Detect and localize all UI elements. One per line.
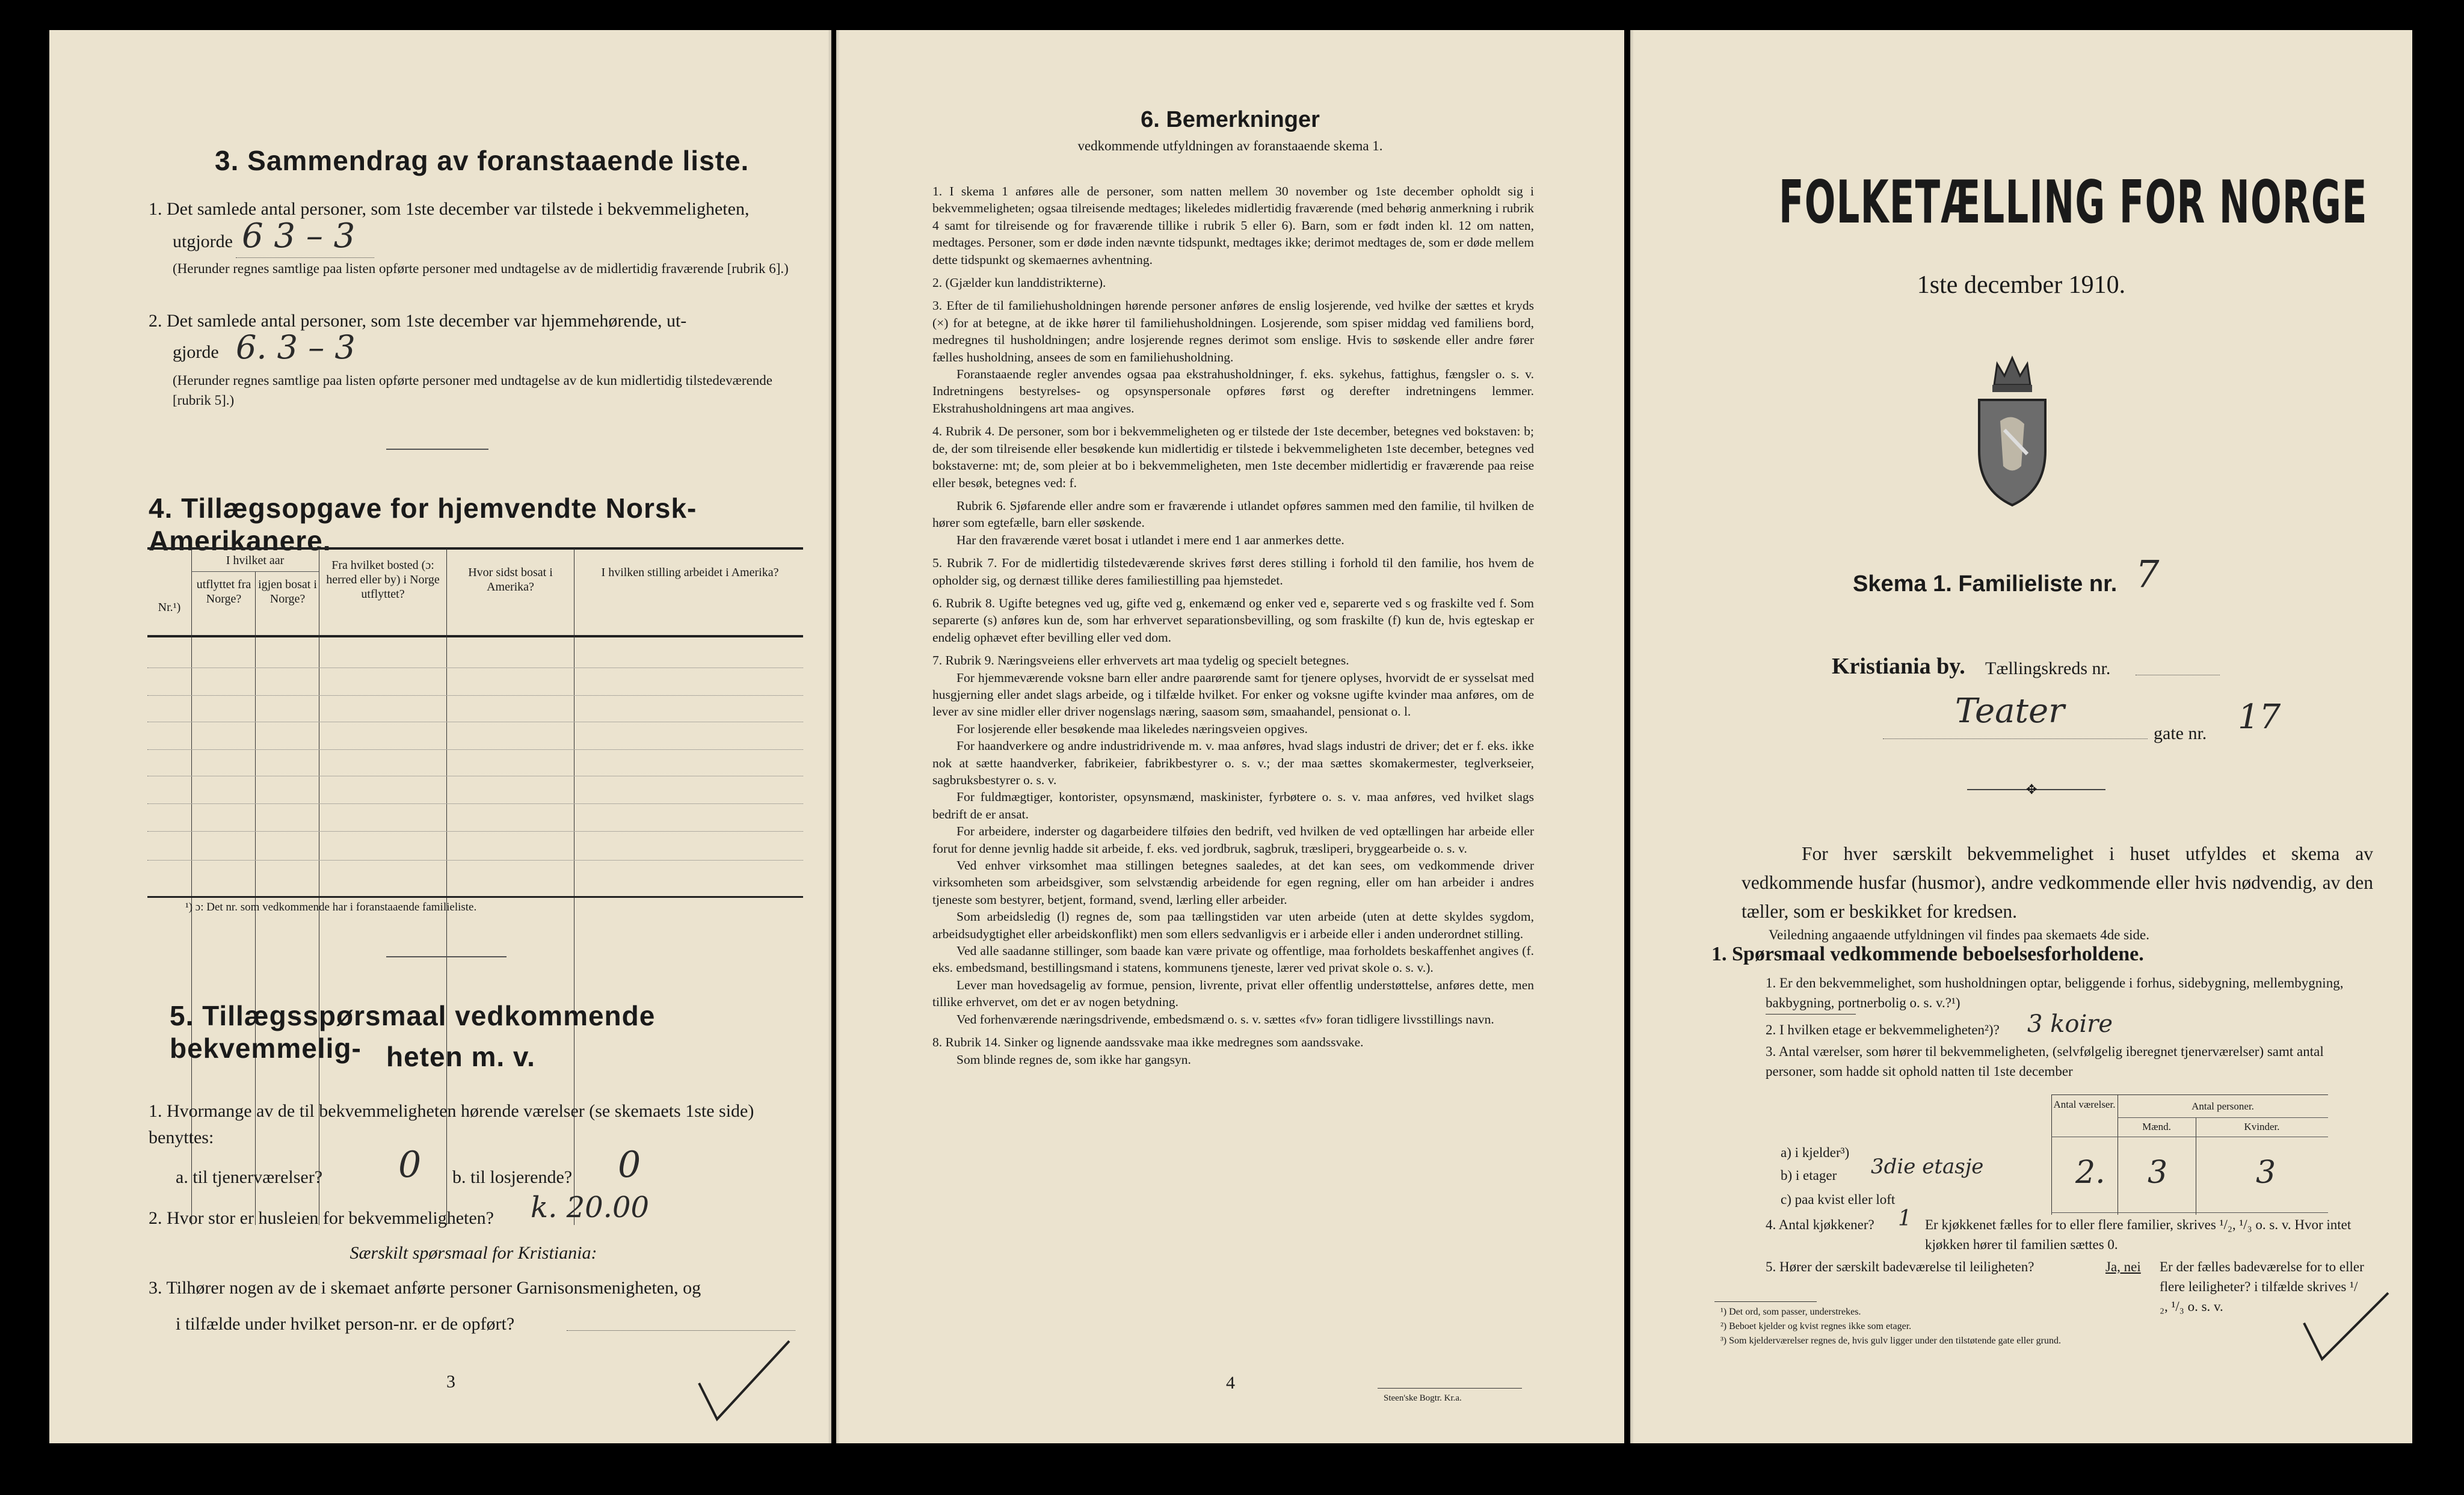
row-etager-maend: 3 <box>2148 1155 2168 1191</box>
footnote-1: ¹) Det ord, som passer, understrekes. <box>1720 1307 1861 1317</box>
item-4: 4. Rubrik 4. De personer, som bor i bekvemmeligheten og er tilstede der 1ste december, betegnes ved bokstaven: b; de, der som tilreisende eller besøkende kun midlertidig er tilstede i bekvemmeligheten 1ste december, betegnes ved bokstaverne: mt; de, som pleier at bo i bekvemmeligheten, men 1ste december midlertidig er fraværende paa reise eller besøk, betegnes ved: f. <box>932 424 1534 490</box>
page-right <box>1630 30 2412 1443</box>
item-8: 8. Rubrik 14. Sinker og lignende aandssvake maa ikke medregnes som aandssvake. <box>932 1035 1364 1050</box>
row-etager-vaerelser: 2. <box>2075 1155 2105 1191</box>
col-igjen-bosat: igjen bosat i Norge? <box>258 578 317 606</box>
row-kvist: c) paa kvist eller loft <box>1781 1192 1896 1207</box>
col-fra-bosted: Fra hvilket bosted (ɔ: herred eller by) i Norge utflyttet? <box>326 559 440 601</box>
q4-text: 4. Antal kjøkkener? <box>1766 1217 1874 1232</box>
col-stilling: I hvilken stilling arbeidet i Amerika? <box>601 566 779 579</box>
col-hvor-bosat: Hvor sidst bosat i Amerika? <box>468 566 553 594</box>
questions-title: 1. Spørsmaal vedkommende beboelsesforholdene. <box>1711 943 2144 965</box>
item-7h: Som arbeidsledig (l) regnes de, som paa tællingstiden var uten arbeide (uten at dette skyldes sygdom, arbeidsudygtighet eller arbeidskonflikt) men som ellers sedvanligvis er i arbeide eller i anden underordnet stilling. <box>932 909 1534 941</box>
s3-q2-text: 2. Det samlede antal personer, som 1ste december var hjemmehørende, ut- <box>149 311 687 331</box>
s5-q2-text: 2. Hvor stor er husleien for bekvemmeligheten? <box>149 1208 494 1228</box>
item-7g: Ved enhver virksomhet maa stillingen betegnes saaledes, at det kan sees, om vedkommende driver virksomheten som arbeidsgiver, som selvstændig arbeidende for egen regning, eller om han arbeider i andres tjeneste som bestyrer, betjent, formand, svend, lærling eller arbeider. <box>932 858 1534 907</box>
item-7i: Ved alle saadanne stillinger, som baade kan være private og offentlige, maa forholdets beskaffenhet angives (f. eks. embedsmand, bestillingsmand i statens, kommunens tjeneste, lærer ved privat skole o. s. v.). <box>932 944 1534 975</box>
item-5: 5. Rubrik 7. For de midlertidig tilstedeværende skrives først deres stilling i forhold til den familie, hos hvem de opholder sig, og dernæst tillike deres familiestilling paa hjemstedet. <box>932 556 1534 588</box>
s5-q2-value: k. 20.00 <box>531 1191 650 1224</box>
gate-number: 17 <box>2238 698 2281 737</box>
s3-q1-utgjorde: utgjorde <box>173 232 233 251</box>
s5-q1-b-value: 0 <box>618 1144 641 1186</box>
row-etager-note: 3die etasje <box>1871 1155 1984 1179</box>
checkmark-icon <box>2292 1257 2400 1377</box>
intro-text: For hver særskilt bekvemmelighet i huset utfyldes et skema av vedkommende husfar (husmor), andre vedkommende eller hvis nødvendig, av den tæller, som er beskikket for kredsen. <box>1742 843 2373 922</box>
footnote-3: ³) Som kjelderværelser regnes de, hvis gulv ligger under den tilstøtende gate eller grund. <box>1720 1336 2061 1346</box>
s5-q3-text: 3. Tilhører nogen av de i skemaet anførte personer Garnisonsmenigheten, og <box>149 1278 701 1298</box>
q3-text: 3. Antal værelser, som hører til bekvemmeligheten, (selvfølgelig iberegnet tjenerværelser) samt antal personer, som hadde sit ophold natten til 1ste december <box>1766 1044 2324 1079</box>
gate-label: gate nr. <box>2154 723 2207 743</box>
checkmark-icon <box>687 1317 807 1437</box>
col-group-aar: I hvilket aar <box>226 554 285 567</box>
q2-value: 3 koire <box>2027 1010 2113 1038</box>
coat-of-arms-icon <box>1967 343 2057 511</box>
q5-text: 5. Hører der særskilt badeværelse til leiligheten? <box>1766 1259 2034 1274</box>
s5-q1-text: 1. Hvormange av de til bekvemmeligheten hørende værelser (se skemaets 1ste side) benyttes: <box>149 1101 754 1147</box>
col-utflyttet: utflyttet fra Norge? <box>196 578 251 606</box>
section-5-title-line2: heten m. v. <box>386 1041 535 1072</box>
item-1: 1. I skema 1 anføres alle de personer, som natten mellem 30 november og 1ste december opholdt sig i bekvemmeligheten; ogsaa tilreisende medtages; likeledes midlertidig fraværende (med behørig anmerkning i rubrik 4 samt for tilreisende og for fraværende tillike i rubrik 5 eller 6). Barn, som er født inden kl. 12 om natten, medtages. Personer, som er døde inden nævnte tidspunkt, medtages ikke; derimot medtages de, som er døde mellem dette tidspunkt og skemaernes avhentning. <box>932 184 1534 267</box>
q1-text: 1. Er den bekvemmelighet, som husholdningen optar, beliggende i forhus, sidebygning, mellembygning, bakbygning, portnerbolig o. s. v.?¹) <box>1766 975 2344 1010</box>
item-7k: Ved forhenværende næringsdrivende, embedsmænd o. s. v. sættes «fv» foran tidligere livsstillings navn. <box>956 1012 1494 1027</box>
section-5-title-line1: 5. Tillægsspørsmaal vedkommende bekvemmelig- <box>170 1000 656 1064</box>
col-maend: Mænd. <box>2142 1121 2171 1132</box>
item-7b: For hjemmeværende voksne barn eller andre paarørende samt for tjenere oplyses, hvorvidt de er sysselsat med husgjerning eller andet slags arbeide, og i tilfælde hvilket. For enker og voksne ugifte kvinder maa anføres, om de lever av sine midler eller driver nogenslags næring, saasom søm, smaahandel, pensionat o. l. <box>932 670 1534 719</box>
item-7j: Lever man hovedsagelig av formue, pension, livrente, privat eller offentlig understøttelse, anføres dette, men tillike erhvervet, om det er av nogen betydning. <box>932 977 1534 1010</box>
s5-kristiania-label: Særskilt spørsmaal for Kristiania: <box>350 1243 597 1263</box>
item-6: 6. Rubrik 8. Ugifte betegnes ved ug, gifte ved g, enkemænd og enker ved e, separerte ved s og fraskilte ved f. Som separerte (s) anføres kun de, som har erhvervet separationsbevilling, og som fraskilte (f) kun de, hvis egteskap er endelig ophævet efter bevilling eller ved dom. <box>932 595 1534 645</box>
item-4b: Rubrik 6. Sjøfarende eller andre som er fraværende i utlandet opføres sammen med den familie, til hvilken de hører som egtefælle, barn eller søskende. <box>932 498 1534 530</box>
col-vaerelser: Antal værelser. <box>2053 1099 2116 1110</box>
s3-q1-value: 6 3 – 3 <box>242 216 356 256</box>
city-label: Kristiania by. <box>1832 654 1965 679</box>
row-etager: b) i etager <box>1781 1168 1837 1183</box>
row-kjelder: a) i kjelder³) <box>1781 1145 1850 1160</box>
q4-rest: Er kjøkkenet fælles for to eller flere familier, skrives ¹/₂, ¹/₃ o. s. v. Hvor intet kjøkken hører til familien sættes 0. <box>1925 1217 2352 1252</box>
district-label: Tællingskreds nr. <box>1985 658 2111 678</box>
s5-q1-a-label: a. til tjenerværelser? <box>176 1167 323 1187</box>
item-7d: For haandverkere og andre industridrivende m. v. maa anføres, hvad slags industri de driver; det er f. eks. ikke nok at sætte haandverker, fabrikeier, fabrikbestyrer o. s. v.; der maa sættes skomakermester, teglverkseier, sagbruksbestyrer o. s. v. <box>932 738 1534 787</box>
s3-q2-note: (Herunder regnes samtlige paa listen opførte personer med undtagelse av de kun midlertidig tilstedeværende [rubrik 5].) <box>173 373 772 408</box>
section-4-title: 4. Tillægsopgave for hjemvendte Norsk-Amerikanere. <box>149 493 697 556</box>
col-kvinder: Kvinder. <box>2244 1121 2280 1132</box>
s3-q2-value: 6. 3 – 3 <box>236 328 356 366</box>
printer-label: Steen'ske Bogtr. Kr.a. <box>1384 1393 1462 1403</box>
bemerkninger-subtitle: vedkommende utfyldningen av foranstaaende skema 1. <box>1077 138 1383 153</box>
census-date: 1ste december 1910. <box>1917 271 2126 299</box>
s5-q3-text2: i tilfælde under hvilket person-nr. er de opført? <box>176 1314 515 1334</box>
item-7e: For fuldmægtiger, kontorister, opsynsmænd, maskinister, fyrbøtere o. s. v. maa anføres, ved hvilket slags bedrift de er ansat. <box>932 790 1534 821</box>
bemerkninger-title: 6. Bemerkninger <box>1141 107 1320 132</box>
bemerkninger-body <box>932 183 1534 1068</box>
s5-q1-a-value: 0 <box>398 1144 422 1186</box>
q4-value: 1 <box>1898 1206 1912 1231</box>
q2-text: 2. I hvilken etage er bekvemmeligheten²)? <box>1766 1022 2000 1037</box>
q5-rest: Er der fælles badeværelse for to eller flere leiligheter? i tilfælde skrives ¹/₂, ¹/₃ o. s. v. <box>2160 1259 2364 1314</box>
page-number-4: 4 <box>1226 1373 1235 1393</box>
item-4c: Har den fraværende været bosat i utlandet i mere end 1 aar anmerkes dette. <box>956 532 1344 547</box>
item-8b: Som blinde regnes de, som ikke har gangsyn. <box>956 1052 1191 1067</box>
ornament-icon: ✥ <box>2026 782 2037 797</box>
familieliste-number: 7 <box>2136 552 2160 596</box>
schema-label: Skema 1. Familieliste nr. <box>1853 571 2118 597</box>
row-etager-kvinder: 3 <box>2256 1155 2276 1191</box>
item-3: 3. Efter de til familiehusholdningen hørende personer anføres de enslig losjerende, ved hvilke der sættes et kryds (×) for at betegne, at de ikke hører til familiehusholdningen. Losjerende, som spiser middag ved familiens bord, medregnes til husholdningen; andre losjerende regnes derimot som enslige. Hvis to søskende eller andre fører fælles husholdning, ansees de som en familiehusholdning. <box>932 298 1534 364</box>
street-name: Teater <box>1955 692 2065 731</box>
q5-value: Ja, nei <box>2105 1259 2141 1274</box>
item-7f: For arbeidere, inderster og dagarbeidere tilføies den bedrift, ved hvilken de ved optællingen har arbeide eller forut for denne jevnlig hadde sit arbeide, f. eks. ved jordbruk, sagbruk, træsliperi, bryggearbeide o. s. v. <box>932 824 1534 856</box>
section-3-title: 3. Sammendrag av foranstaaende liste. <box>215 145 750 176</box>
page-middle <box>836 30 1624 1443</box>
item-3b: Foranstaaende regler anvendes ogsaa paa ekstrahusholdninger, f. eks. sykehus, fattighus, fængsler o. s. v. Indretningens bestyrelses- og opsynspersonale opføres først og derefter indretningens lemmer. Ekstrahusholdningens art maa angives. <box>932 367 1534 416</box>
s3-q2-utgjorde: gjorde <box>173 342 219 362</box>
col-personer: Antal personer. <box>2191 1101 2254 1112</box>
footnote-2: ²) Beboet kjelder og kvist regnes ikke som etager. <box>1720 1321 1912 1331</box>
s5-q1-b-label: b. til losjerende? <box>452 1167 573 1187</box>
page-left <box>49 30 831 1443</box>
col-nr: Nr.¹) <box>158 601 181 614</box>
item-7: 7. Rubrik 9. Næringsveiens eller erhvervets art maa tydelig og specielt betegnes. <box>932 653 1349 668</box>
s4-footnote: ¹) ɔ: Det nr. som vedkommende har i foranstaaende familieliste. <box>185 901 477 913</box>
s3-q1-text: 1. Det samlede antal personer, som 1ste december var tilstede i bekvemmeligheten, <box>149 199 750 219</box>
item-2: 2. (Gjælder kun landdistrikterne). <box>932 275 1106 290</box>
page-number-3: 3 <box>446 1372 455 1392</box>
s3-q1-note: (Herunder regnes samtlige paa listen opførte personer med undtagelse av de midlertidig fraværende [rubrik 6].) <box>173 261 789 276</box>
guidance-text: Veiledning angaaende utfyldningen vil findes paa skemaets 4de side. <box>1769 927 2149 942</box>
item-7c: For losjerende eller besøkende maa likeledes næringsveien opgives. <box>956 721 1308 736</box>
census-title: FOLKETÆLLING FOR NORGE <box>1779 168 2368 237</box>
